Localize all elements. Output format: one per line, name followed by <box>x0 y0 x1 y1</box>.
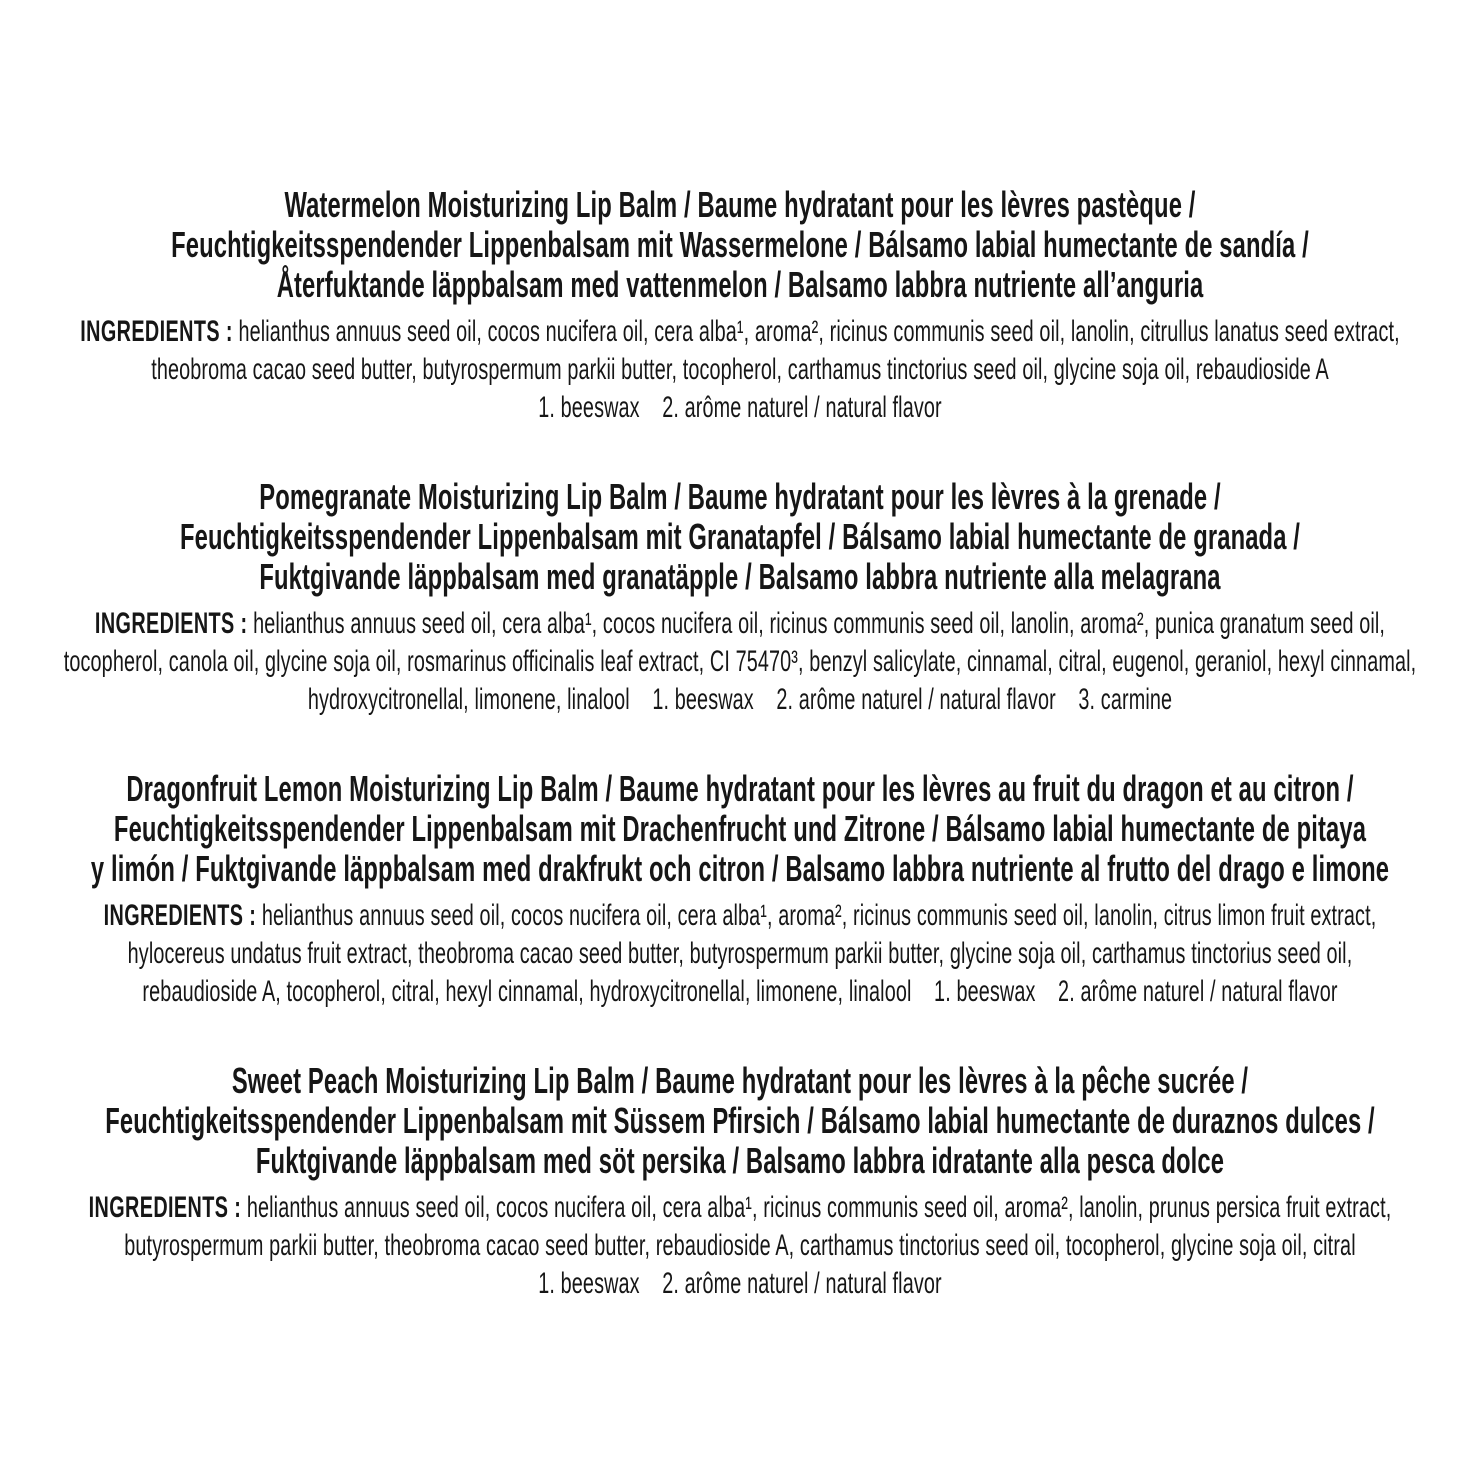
ingredients-footnotes: 1. beeswax 2. arôme naturel / natural flavor <box>538 1267 942 1300</box>
ingredients-label: INGREDIENTS : <box>80 315 233 348</box>
product-title-line: Feuchtigkeitsspendender Lippenbalsam mit Drachenfrucht und Zitrone / Bálsamo labial humectante de pitaya <box>113 808 1367 849</box>
product-title-line: Feuchtigkeitsspendender Lippenbalsam mit Wassermelone / Bálsamo labial humectante de sandía / <box>171 224 1309 265</box>
ingredients-line <box>0 1189 1479 1227</box>
product-title-line: Fuktgivande läppbalsam med söt persika / Balsamo labbra idratante alla pesca dolce <box>255 1140 1225 1181</box>
label-text-block <box>0 185 1479 1353</box>
ingredients-footnotes: rebaudioside A, tocopherol, citral, hexyl cinnamal, hydroxycitronellal, limonene, linalool 1. beeswax 2. arôme naturel / natural flavor <box>142 975 1338 1008</box>
product-section-dragonfruit-lemon <box>0 769 1479 1011</box>
ingredients-line <box>0 897 1479 935</box>
product-title-line: Dragonfruit Lemon Moisturizing Lip Balm / Baume hydratant pour les lèvres au fruit du dragon et au citron / <box>126 768 1354 809</box>
product-title <box>0 1061 1479 1181</box>
ingredients-paragraph <box>0 897 1479 1011</box>
ingredients-line: theobroma cacao seed butter, butyrospermum parkii butter, tocopherol, carthamus tinctorius seed oil, glycine soja oil, rebaudioside A <box>151 353 1329 386</box>
product-section-sweet-peach <box>0 1061 1479 1303</box>
product-title <box>0 185 1479 305</box>
product-title-line: Återfuktande läppbalsam med vattenmelon / Balsamo labbra nutriente all’anguria <box>276 264 1204 305</box>
ingredients-paragraph <box>0 313 1479 427</box>
ingredients-line: butyrospermum parkii butter, theobroma cacao seed butter, rebaudioside A, carthamus tinctorius seed oil, tocopherol, glycine soja oil, citral <box>124 1229 1356 1262</box>
product-title-line: Watermelon Moisturizing Lip Balm / Baume hydratant pour les lèvres pastèque / <box>284 184 1196 225</box>
ingredients-footnotes: hydroxycitronellal, limonene, linalool 1. beeswax 2. arôme naturel / natural flavor 3. carmine <box>307 683 1173 716</box>
ingredients-label: INGREDIENTS : <box>94 607 248 640</box>
ingredients-paragraph <box>0 605 1479 719</box>
ingredients-label: INGREDIENTS : <box>103 899 257 932</box>
ingredients-label: INGREDIENTS : <box>88 1191 242 1224</box>
ingredients-line <box>0 605 1479 643</box>
ingredients-text: helianthus annuus seed oil, cocos nucifera oil, cera alba¹, aroma², ricinus communis seed oil, lanolin, citrus limon fruit extract, <box>256 899 1377 932</box>
product-title-line: Pomegranate Moisturizing Lip Balm / Baume hydratant pour les lèvres à la grenade / <box>259 476 1221 517</box>
ingredients-text: helianthus annuus seed oil, cera alba¹, cocos nucifera oil, ricinus communis seed oil, lanolin, aroma², punica granatum seed oil, <box>247 607 1386 640</box>
product-title-line: Fuktgivande läppbalsam med granatäpple / Balsamo labbra nutriente alla melagrana <box>259 556 1221 597</box>
product-section-watermelon <box>0 185 1479 427</box>
ingredients-text: helianthus annuus seed oil, cocos nucifera oil, cera alba¹, ricinus communis seed oil, aroma², lanolin, prunus persica fruit extract, <box>241 1191 1392 1224</box>
ingredients-line: tocopherol, canola oil, glycine soja oil, rosmarinus officinalis leaf extract, CI 75470³, benzyl salicylate, cinnamal, citral, eugenol, geraniol, hexyl cinnamal, <box>63 645 1417 678</box>
product-title-line: y limón / Fuktgivande läppbalsam med drakfrukt och citron / Balsamo labbra nutriente al frutto del drago e limone <box>90 848 1390 889</box>
ingredients-line: hylocereus undatus fruit extract, theobroma cacao seed butter, butyrospermum parkii butter, glycine soja oil, carthamus tinctorius seed oil, <box>127 937 1353 970</box>
product-title-line: Feuchtigkeitsspendender Lippenbalsam mit Süssem Pfirsich / Bálsamo labial humectante de duraznos dulces / <box>105 1100 1375 1141</box>
product-title <box>0 477 1479 597</box>
ingredients-paragraph <box>0 1189 1479 1303</box>
product-title <box>0 769 1479 889</box>
ingredients-text: helianthus annuus seed oil, cocos nucifera oil, cera alba¹, aroma², ricinus communis seed oil, lanolin, citrullus lanatus seed extract, <box>232 315 1400 348</box>
product-title-line: Sweet Peach Moisturizing Lip Balm / Baume hydratant pour les lèvres à la pêche sucrée / <box>231 1060 1249 1101</box>
product-section-pomegranate <box>0 477 1479 719</box>
ingredients-line <box>0 313 1479 351</box>
product-title-line: Feuchtigkeitsspendender Lippenbalsam mit Granatapfel / Bálsamo labial humectante de granada / <box>179 516 1301 557</box>
ingredients-footnotes: 1. beeswax 2. arôme naturel / natural flavor <box>538 391 942 424</box>
